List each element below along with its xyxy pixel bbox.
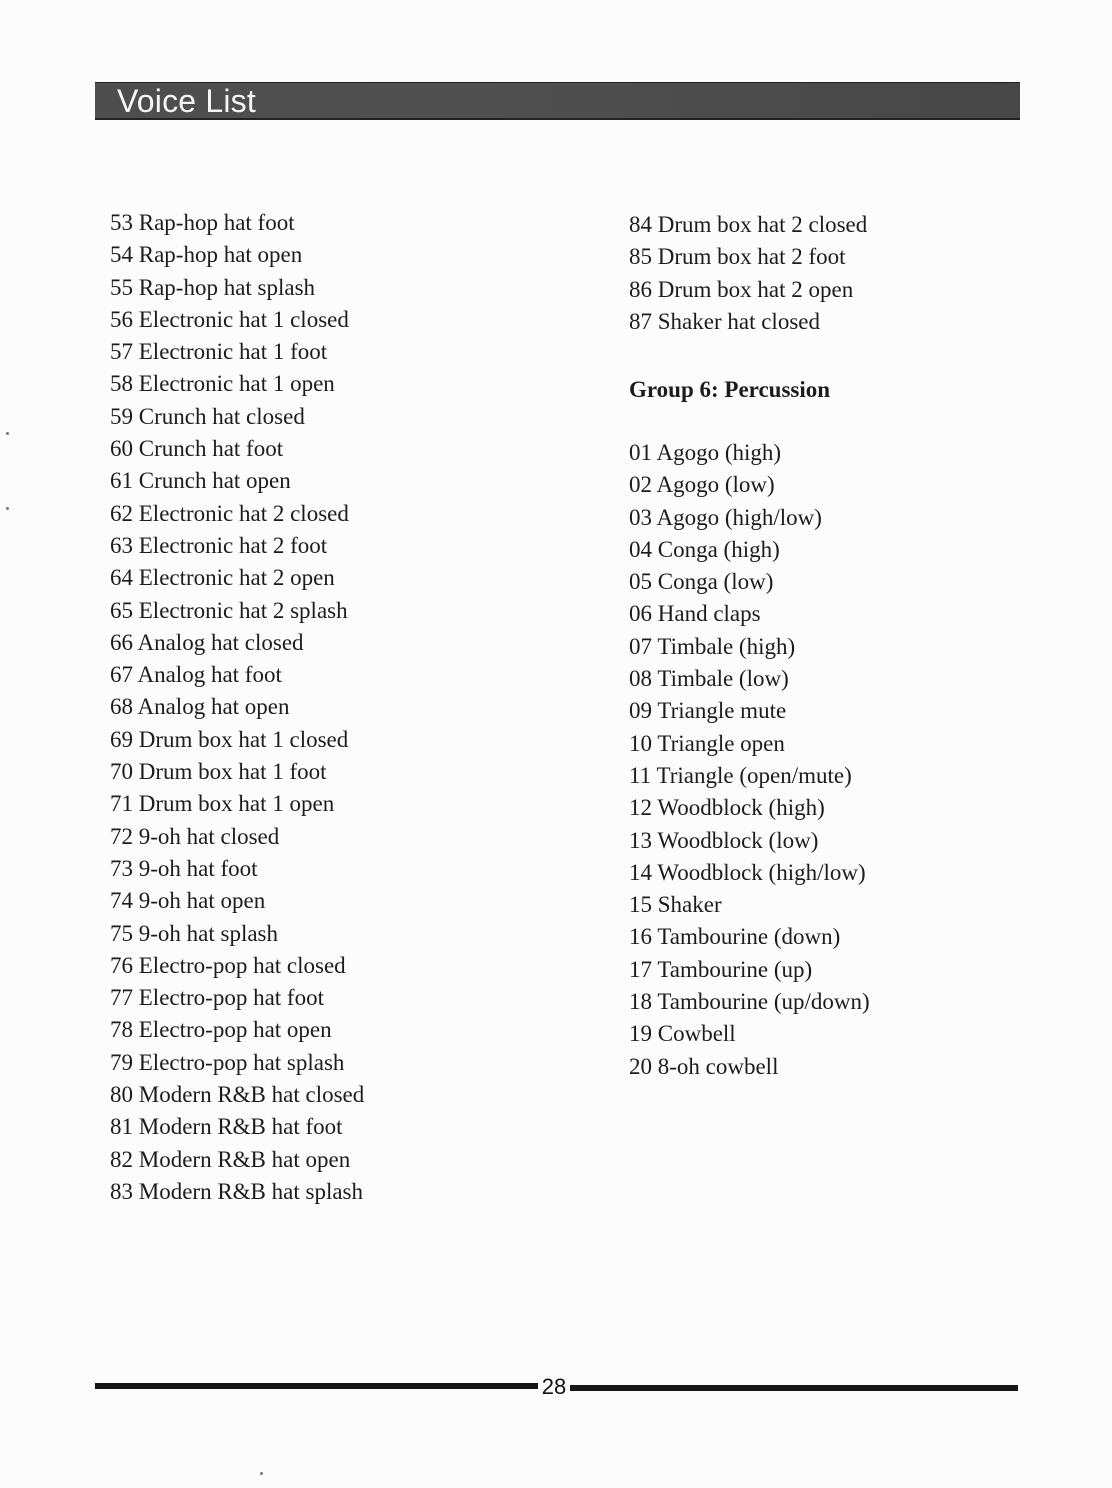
voice-entry: 14 Woodblock (high/low) [629,859,866,885]
percussion-voice-list [629,437,1069,1083]
scan-speck [260,1472,263,1475]
voice-entry: 11 Triangle (open/mute) [629,762,852,788]
voice-entry: 86 Drum box hat 2 open [629,276,854,302]
voice-entry: 57 Electronic hat 1 foot [110,339,328,365]
footer-rule-left [95,1383,538,1389]
footer-rule-right [570,1385,1018,1391]
voice-entry: 82 Modern R&B hat open [110,1146,351,1172]
scan-speck [6,507,9,510]
voice-entry: 54 Rap-hop hat open [110,242,303,268]
voice-entry: 83 Modern R&B hat splash [110,1178,363,1204]
voice-entry: 87 Shaker hat closed [629,308,820,334]
voice-entry: 64 Electronic hat 2 open [110,565,335,591]
voice-entry: 61 Crunch hat open [110,468,291,494]
group-heading-percussion: Group 6: Percussion [629,377,831,402]
voice-list-right-column [629,209,1069,338]
voice-entry: 59 Crunch hat closed [110,403,305,429]
voice-entry: 68 Analog hat open [110,694,290,720]
voice-entry: 84 Drum box hat 2 closed [629,212,868,237]
voice-entry: 06 Hand claps [629,601,761,627]
section-header-bar [95,82,1020,120]
voice-entry: 63 Electronic hat 2 foot [110,532,328,558]
voice-entry: 10 Triangle open [629,730,785,756]
voice-entry: 72 9-oh hat closed [110,823,280,849]
voice-entry: 85 Drum box hat 2 foot [629,244,846,270]
voice-entry: 02 Agogo (low) [629,472,775,498]
page-title: Voice List [117,83,256,119]
voice-entry: 53 Rap-hop hat foot [110,210,295,235]
voice-entry: 12 Woodblock (high) [629,795,825,821]
voice-entry: 08 Timbale (low) [629,666,789,692]
voice-entry: 03 Agogo (high/low) [629,504,822,530]
voice-entry: 80 Modern R&B hat closed [110,1082,365,1108]
voice-entry: 56 Electronic hat 1 closed [110,306,349,332]
voice-entry: 13 Woodblock (low) [629,827,819,853]
voice-entry: 62 Electronic hat 2 closed [110,500,349,526]
voice-entry: 78 Electro-pop hat open [110,1017,332,1043]
voice-entry: 19 Cowbell [629,1021,736,1047]
voice-entry: 81 Modern R&B hat foot [110,1114,343,1140]
voice-entry: 75 9-oh hat splash [110,920,279,946]
voice-entry: 66 Analog hat closed [110,629,304,655]
voice-entry: 20 8-oh cowbell [629,1053,779,1079]
voice-entry: 76 Electro-pop hat closed [110,952,346,978]
voice-entry: 16 Tambourine (down) [629,924,841,950]
voice-entry: 77 Electro-pop hat foot [110,985,324,1011]
page-number: 28 [541,1374,567,1399]
voice-list-left-column [110,207,550,1208]
scan-speck [6,432,9,435]
voice-entry: 70 Drum box hat 1 foot [110,759,327,785]
voice-entry: 18 Tambourine (up/down) [629,989,870,1015]
voice-entry: 17 Tambourine (up) [629,956,813,982]
voice-entry: 55 Rap-hop hat splash [110,274,316,300]
voice-entry: 01 Agogo (high) [629,440,782,465]
voice-entry: 69 Drum box hat 1 closed [110,726,349,752]
voice-entry: 09 Triangle mute [629,698,787,724]
voice-entry: 58 Electronic hat 1 open [110,371,335,397]
voice-entry: 79 Electro-pop hat splash [110,1049,345,1075]
voice-entry: 05 Conga (low) [629,569,774,595]
voice-entry: 60 Crunch hat foot [110,436,284,462]
voice-entry: 73 9-oh hat foot [110,855,258,881]
voice-entry: 07 Timbale (high) [629,633,796,659]
voice-entry: 15 Shaker [629,892,722,918]
voice-entry: 04 Conga (high) [629,536,780,562]
voice-entry: 65 Electronic hat 2 splash [110,597,348,623]
voice-entry: 67 Analog hat foot [110,662,282,688]
voice-entry: 74 9-oh hat open [110,888,266,914]
voice-entry: 71 Drum box hat 1 open [110,791,335,817]
